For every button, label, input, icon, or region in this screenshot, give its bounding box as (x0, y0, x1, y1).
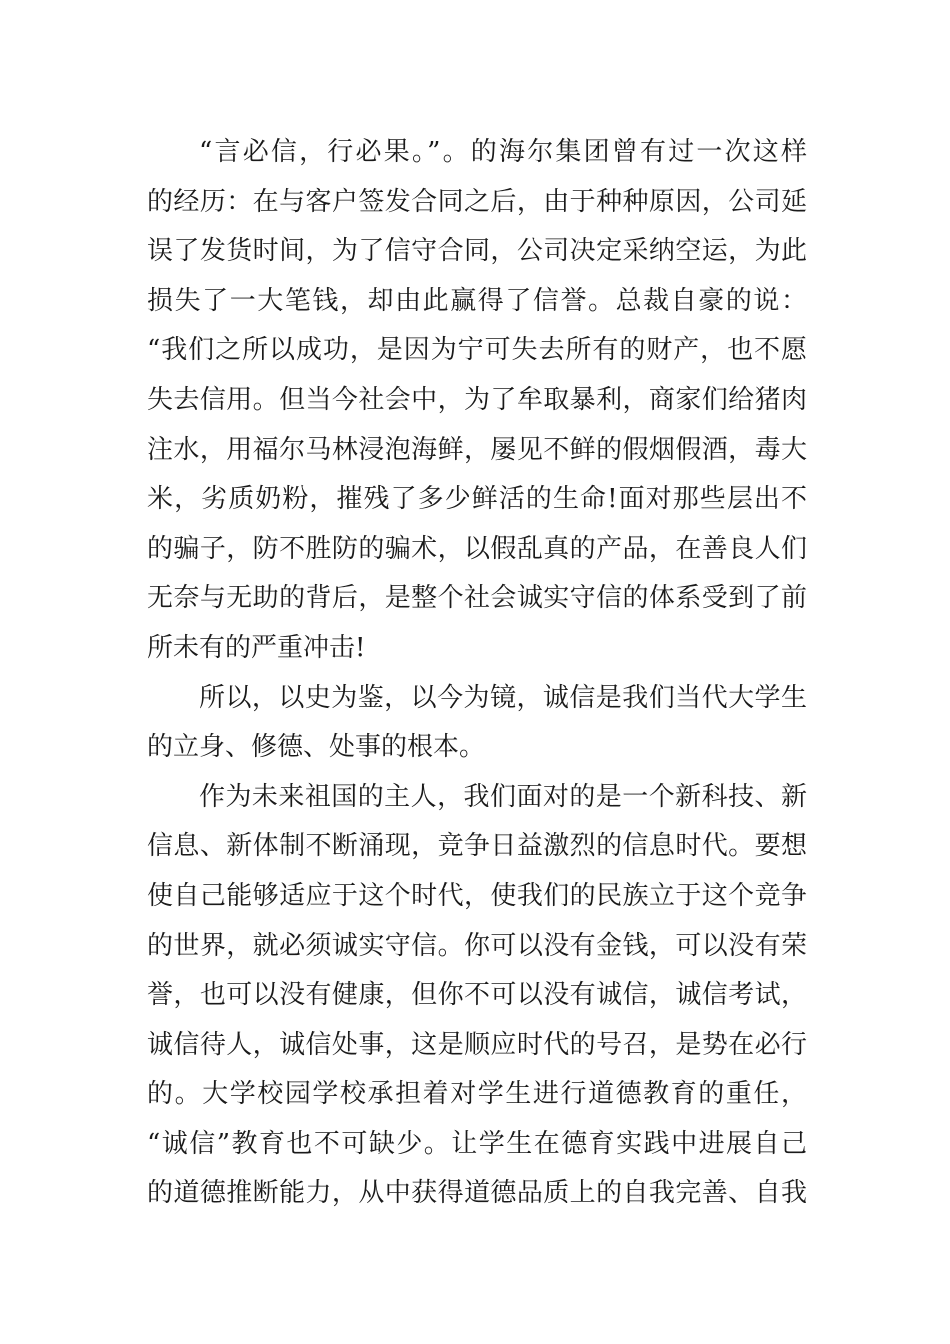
text-line: 所未有的严重冲击! (147, 632, 366, 663)
text-line: 注水，用福尔马林浸泡海鲜，屡见不鲜的假烟假酒，毒大 (147, 434, 807, 465)
text-line: “言必信，行必果。”。的海尔集团曾有过一次这样 (199, 137, 807, 167)
text-line: “我们之所以成功，是因为宁可失去所有的财产，也不愿 (147, 335, 807, 366)
text-line: 无奈与无助的背后，是整个社会诚实守信的体系受到了前 (147, 583, 807, 614)
text-line: 的道德推断能力，从中获得道德品质上的自我完善、自我 (147, 1178, 807, 1209)
text-line: 的骗子，防不胜防的骗术，以假乱真的产品，在善良人们 (147, 533, 807, 564)
text-line: 信息、新体制不断涌现，竞争日益激烈的信息时代。要想 (147, 831, 807, 862)
text-line: 的经历：在与客户签发合同之后，由于种种原因，公司延 (147, 186, 807, 217)
text-line: 损失了一大笔钱，却由此赢得了信誉。总裁自豪的说： (147, 285, 807, 316)
text-line: 失去信用。但当今社会中，为了牟取暴利，商家们给猪肉 (147, 384, 807, 415)
text-line: 作为未来祖国的主人，我们面对的是一个新科技、新 (199, 781, 807, 812)
text-line: 使自己能够适应于这个时代，使我们的民族立于这个竞争 (147, 880, 807, 911)
text-line: “诚信”教育也不可缺少。让学生在德育实践中进展自己 (147, 1128, 807, 1159)
text-line: 所以，以史为鉴，以今为镜，诚信是我们当代大学生 (199, 682, 807, 713)
text-line: 的世界，就必须诚实守信。你可以没有金钱，可以没有荣 (147, 930, 807, 961)
text-line: 米，劣质奶粉，摧残了多少鲜活的生命!面对那些层出不 (147, 484, 807, 515)
text-line: 误了发货时间，为了信守合同，公司决定采纳空运，为此 (147, 236, 807, 267)
text-line: 的。大学校园学校承担着对学生进行道德教育的重任， (147, 1079, 807, 1110)
text-line: 诚信待人，诚信处事，这是顺应时代的号召，是势在必行 (147, 1029, 807, 1060)
document-body (147, 128, 807, 1219)
text-line: 的立身、修德、处事的根本。 (147, 732, 486, 763)
text-line: 誉，也可以没有健康，但你不可以没有诚信，诚信考试， (147, 980, 807, 1011)
